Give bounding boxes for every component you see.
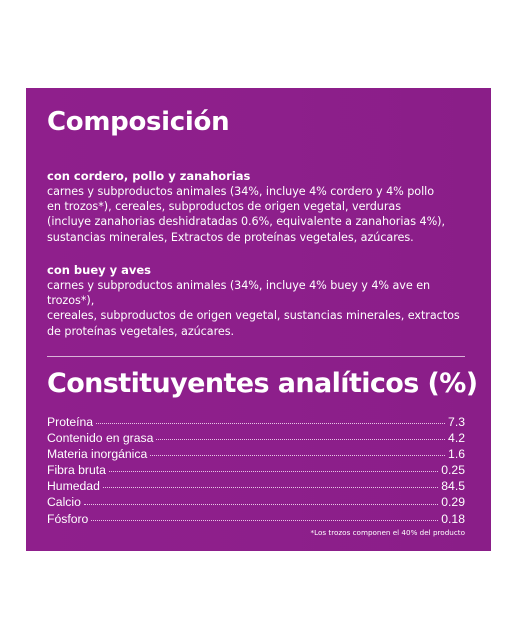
ingredients-line: en trozos*), cereales, subproductos de origen vegetal, verduras — [47, 200, 401, 214]
dot-leader — [156, 439, 445, 440]
row-value: 0.25 — [441, 463, 465, 478]
ingredients-line: carnes y subproductos animales (34%, incluye 4% buey y 4% ave en trozos*), — [47, 279, 431, 308]
row-value: 4.2 — [448, 431, 465, 446]
dot-leader — [96, 423, 445, 424]
row-value: 1.6 — [448, 447, 465, 462]
table-row — [47, 446, 465, 462]
table-row — [47, 414, 465, 430]
variant-heading: con buey y aves — [47, 263, 152, 277]
analytics-table — [47, 414, 465, 527]
dot-leader — [103, 487, 438, 488]
variant-lamb-chicken-carrot — [47, 169, 477, 245]
row-label: Proteína — [47, 415, 94, 429]
row-value: 0.18 — [441, 511, 465, 526]
ingredients-line: sustancias minerales, Extractos de proteínas vegetales, azúcares. — [47, 230, 414, 244]
variant-heading: con cordero, pollo y zanahorias — [47, 169, 251, 183]
row-label: Contenido en grasa — [47, 431, 154, 446]
ingredients-line: cereales, subproductos de origen vegetal, sustancias minerales, extractos — [47, 309, 460, 323]
variant-beef-poultry — [47, 263, 477, 339]
table-row — [47, 478, 465, 494]
table-row — [47, 494, 465, 510]
row-value: 0.29 — [441, 495, 465, 510]
row-label: Materia inorgánica — [47, 447, 148, 462]
ingredients-panel — [26, 88, 491, 551]
row-value: 84.5 — [441, 479, 465, 494]
composition-title: Composición — [47, 107, 230, 137]
ingredients-line: carnes y subproductos animales (34%, incluye 4% cordero y 4% pollo — [47, 185, 434, 198]
table-row — [47, 511, 465, 527]
dot-leader — [91, 520, 438, 521]
row-label: Calcio — [47, 495, 81, 510]
row-label: Fibra bruta — [47, 463, 106, 478]
table-row — [47, 430, 465, 446]
variant-ingredients — [47, 184, 477, 245]
section-divider — [47, 356, 465, 357]
ingredients-line: de proteínas vegetales, azúcares. — [47, 324, 235, 338]
ingredients-line: (incluye zanahorias deshidratadas 0.6%, equivalente a zanahorias 4%), — [47, 215, 445, 229]
row-label: Fósforo — [47, 511, 89, 526]
row-value: 7.3 — [448, 415, 465, 429]
table-row — [47, 462, 465, 478]
dot-leader — [150, 455, 445, 456]
variant-ingredients — [47, 278, 477, 339]
dot-leader — [109, 471, 438, 472]
analytics-title: Constituyentes analíticos (%) — [47, 368, 478, 399]
dot-leader — [84, 504, 438, 505]
footnote: *Los trozos componen el 40% del producto — [310, 528, 465, 537]
row-label: Humedad — [47, 479, 100, 494]
